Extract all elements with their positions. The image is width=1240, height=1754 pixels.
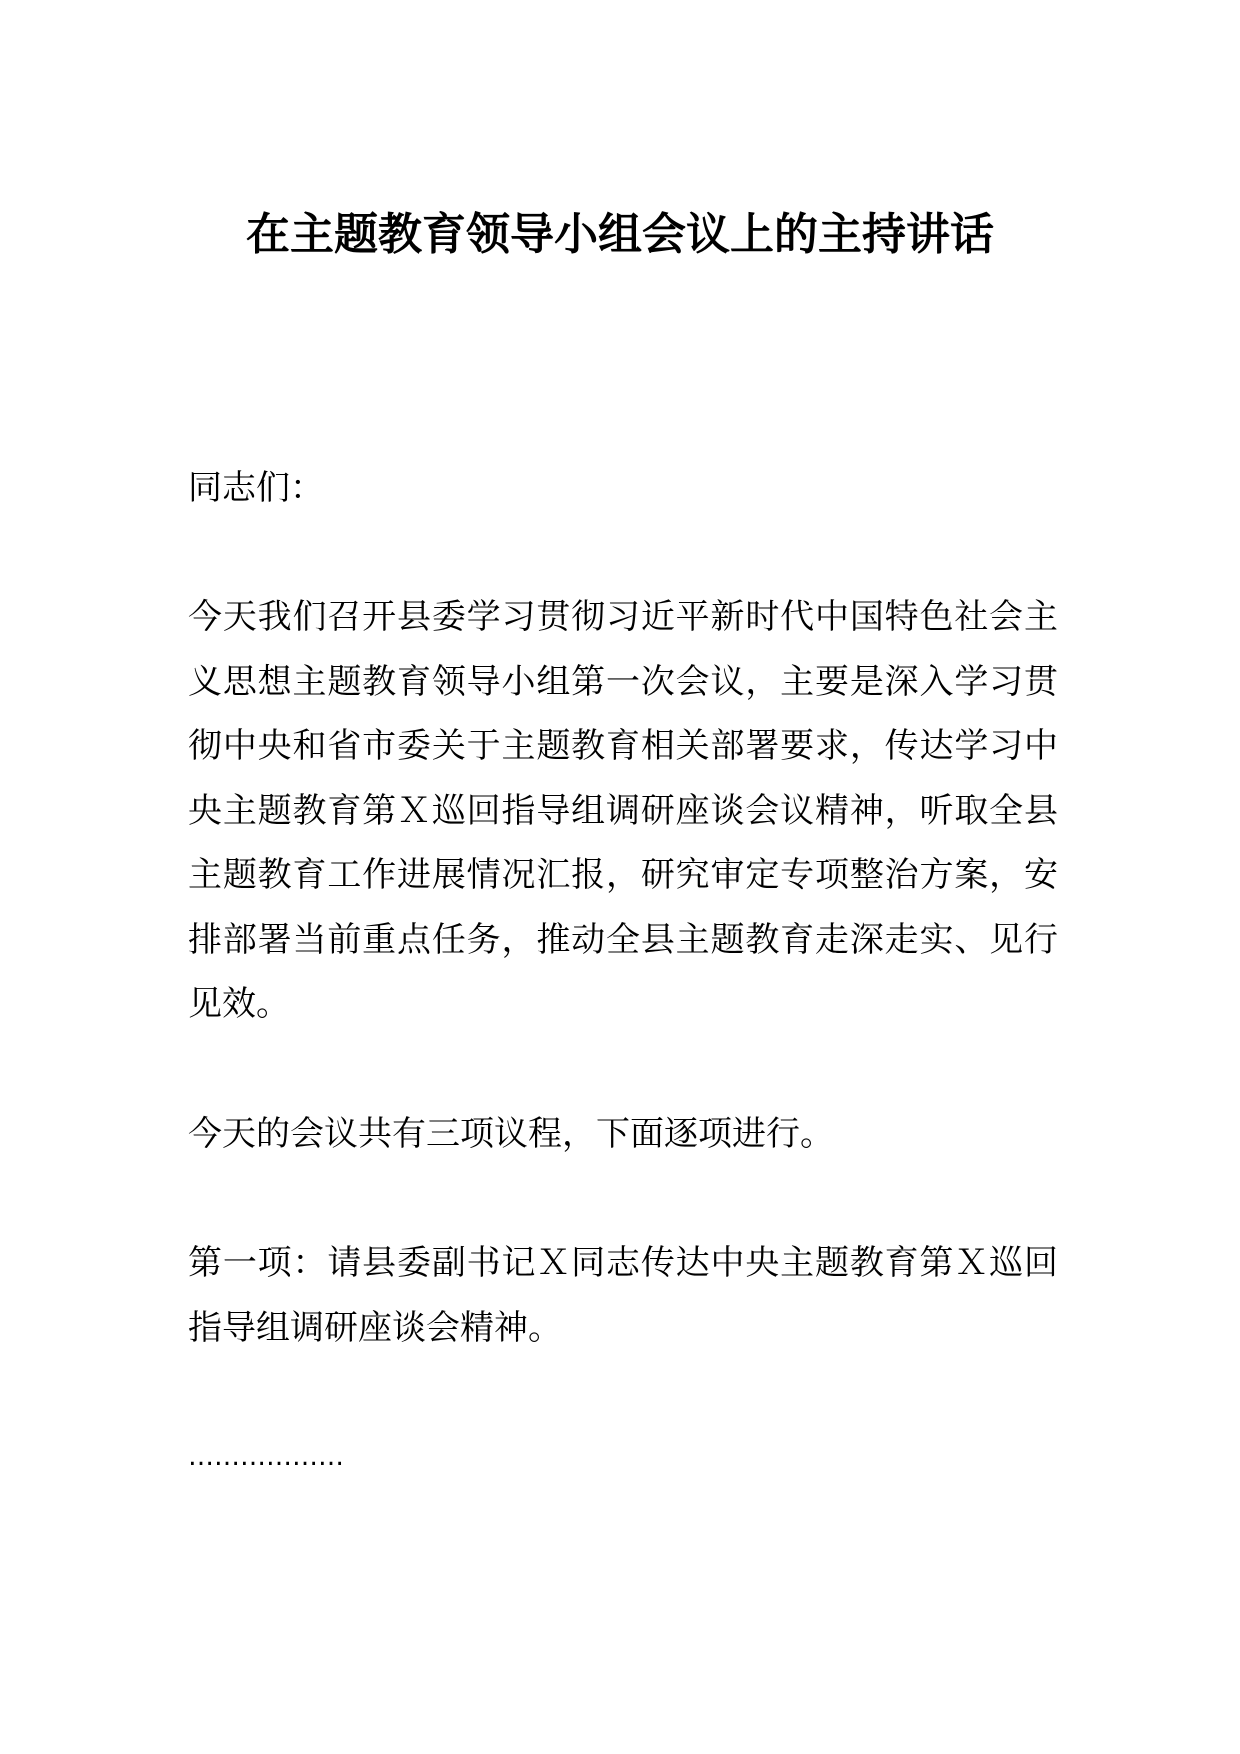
paragraph-agenda: 今天的会议共有三项议程，下面逐项进行。 bbox=[188, 1114, 834, 1154]
paragraph-item-one: 第一项：请县委副书记Ｘ同志传达中央主题教育第Ｘ巡回指导组调研座谈会精神。 bbox=[188, 1243, 1058, 1348]
ellipsis: ……………… bbox=[188, 1442, 344, 1472]
paragraph-opening: 今天我们召开县委学习贯彻习近平新时代中国特色社会主义思想主题教育领导小组第一次会议，主要是深入学习贯彻中央和省市委关于主题教育相关部署要求，传达学习中央主题教育第Ｘ巡回指导组调研座谈会议精神，听取全县主题教育工作进展情况汇报，研究审定专项整治方案，安排部署当前重点任务，推动全县主题教育走深走实、见行见效。 bbox=[188, 597, 1058, 1024]
greeting: 同志们： bbox=[188, 468, 324, 508]
document-title: 在主题教育领导小组会议上的主持讲话 bbox=[246, 209, 994, 260]
